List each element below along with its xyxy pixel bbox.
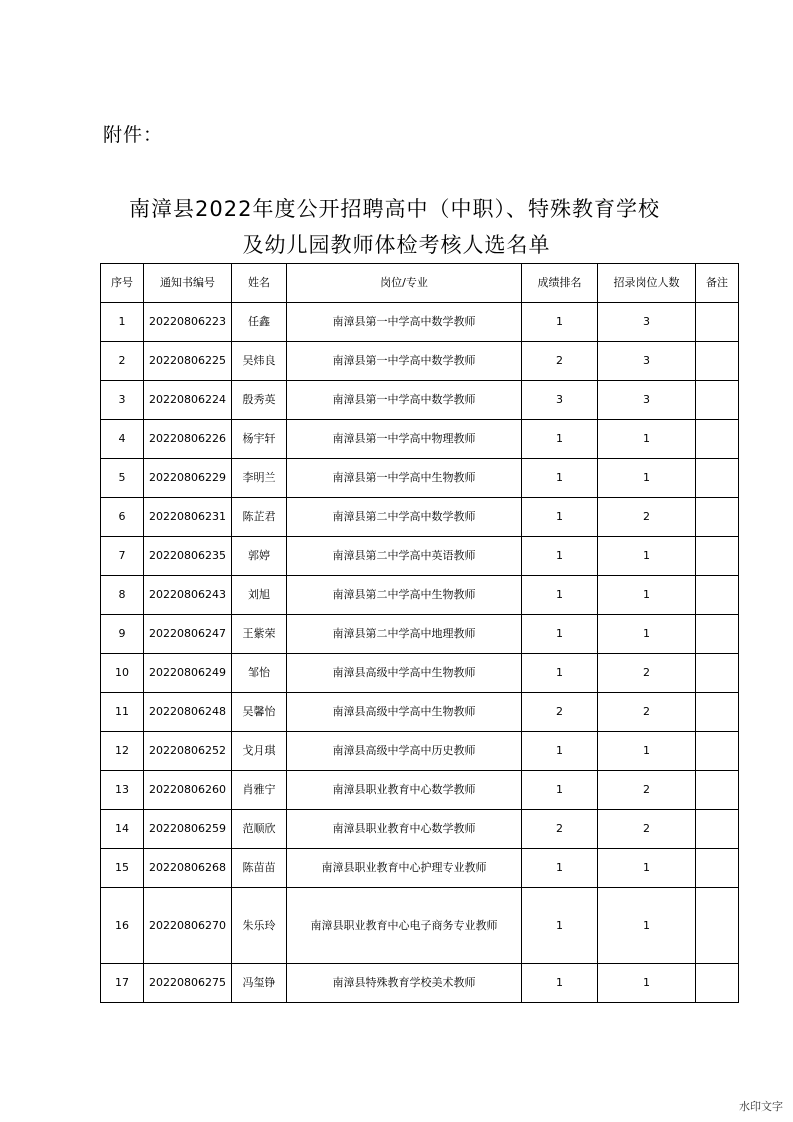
cell-position: 南漳县特殊教育学校美术教师 <box>287 964 522 1003</box>
cell-rank: 1 <box>522 498 598 537</box>
cell-index: 4 <box>101 420 144 459</box>
table-row <box>101 342 739 381</box>
cell-notice-number: 20220806249 <box>144 654 232 693</box>
cell-index: 15 <box>101 849 144 888</box>
cell-name: 杨宇轩 <box>232 420 287 459</box>
header-cell-notice-number: 通知书编号 <box>144 264 232 303</box>
cell-name: 殷秀英 <box>232 381 287 420</box>
cell-index: 14 <box>101 810 144 849</box>
cell-openings: 1 <box>598 849 696 888</box>
cell-openings: 1 <box>598 615 696 654</box>
cell-remarks <box>696 964 739 1003</box>
cell-position: 南漳县高级中学高中生物教师 <box>287 654 522 693</box>
cell-notice-number: 20220806270 <box>144 888 232 964</box>
cell-rank: 1 <box>522 964 598 1003</box>
table-header-row <box>101 264 739 303</box>
document-title-line-1: 南漳县2022年度公开招聘高中（中职）、特殊教育学校 <box>129 197 660 221</box>
cell-openings: 3 <box>598 303 696 342</box>
cell-remarks <box>696 459 739 498</box>
cell-position: 南漳县高级中学高中历史教师 <box>287 732 522 771</box>
table-row <box>101 888 739 964</box>
cell-remarks <box>696 303 739 342</box>
cell-rank: 1 <box>522 537 598 576</box>
cell-remarks <box>696 810 739 849</box>
cell-rank: 1 <box>522 888 598 964</box>
cell-openings: 1 <box>598 576 696 615</box>
cell-index: 1 <box>101 303 144 342</box>
cell-position: 南漳县第一中学高中生物教师 <box>287 459 522 498</box>
watermark: 水印文字 <box>739 1100 783 1113</box>
cell-notice-number: 20220806224 <box>144 381 232 420</box>
cell-openings: 3 <box>598 342 696 381</box>
cell-name: 任鑫 <box>232 303 287 342</box>
cell-position: 南漳县第一中学高中物理教师 <box>287 420 522 459</box>
cell-remarks <box>696 732 739 771</box>
cell-openings: 2 <box>598 693 696 732</box>
cell-remarks <box>696 849 739 888</box>
cell-rank: 1 <box>522 654 598 693</box>
cell-notice-number: 20220806243 <box>144 576 232 615</box>
table-row <box>101 964 739 1003</box>
document-title-line-2: 及幼儿园教师体检考核人选名单 <box>242 233 551 257</box>
cell-openings: 1 <box>598 537 696 576</box>
header-cell-index: 序号 <box>101 264 144 303</box>
cell-position: 南漳县职业教育中心数学教师 <box>287 771 522 810</box>
header-cell-position: 岗位/专业 <box>287 264 522 303</box>
cell-remarks <box>696 537 739 576</box>
table-row <box>101 420 739 459</box>
cell-rank: 1 <box>522 615 598 654</box>
cell-name: 冯玺铮 <box>232 964 287 1003</box>
cell-openings: 2 <box>598 654 696 693</box>
cell-index: 2 <box>101 342 144 381</box>
table-row <box>101 732 739 771</box>
table-row <box>101 381 739 420</box>
table-row <box>101 498 739 537</box>
table-row <box>101 459 739 498</box>
cell-position: 南漳县职业教育中心电子商务专业教师 <box>287 888 522 964</box>
cell-position: 南漳县高级中学高中生物教师 <box>287 693 522 732</box>
header-cell-remarks: 备注 <box>696 264 739 303</box>
cell-index: 3 <box>101 381 144 420</box>
cell-remarks <box>696 615 739 654</box>
cell-notice-number: 20220806275 <box>144 964 232 1003</box>
cell-position: 南漳县第二中学高中地理教师 <box>287 615 522 654</box>
cell-rank: 1 <box>522 420 598 459</box>
cell-index: 12 <box>101 732 144 771</box>
table-row <box>101 693 739 732</box>
cell-notice-number: 20220806223 <box>144 303 232 342</box>
cell-notice-number: 20220806231 <box>144 498 232 537</box>
cell-rank: 1 <box>522 849 598 888</box>
table-body <box>101 303 739 1003</box>
cell-index: 9 <box>101 615 144 654</box>
cell-notice-number: 20220806235 <box>144 537 232 576</box>
cell-position: 南漳县职业教育中心数学教师 <box>287 810 522 849</box>
cell-index: 7 <box>101 537 144 576</box>
table-row <box>101 303 739 342</box>
cell-remarks <box>696 576 739 615</box>
cell-remarks <box>696 342 739 381</box>
cell-rank: 1 <box>522 576 598 615</box>
cell-position: 南漳县第一中学高中数学教师 <box>287 303 522 342</box>
cell-openings: 3 <box>598 381 696 420</box>
cell-index: 10 <box>101 654 144 693</box>
cell-name: 邹怡 <box>232 654 287 693</box>
cell-rank: 1 <box>522 459 598 498</box>
cell-openings: 1 <box>598 420 696 459</box>
cell-notice-number: 20220806260 <box>144 771 232 810</box>
cell-position: 南漳县第一中学高中数学教师 <box>287 342 522 381</box>
cell-openings: 1 <box>598 888 696 964</box>
cell-notice-number: 20220806259 <box>144 810 232 849</box>
cell-position: 南漳县第二中学高中数学教师 <box>287 498 522 537</box>
cell-rank: 1 <box>522 771 598 810</box>
cell-name: 戈月琪 <box>232 732 287 771</box>
cell-openings: 2 <box>598 771 696 810</box>
cell-name: 陈苗苗 <box>232 849 287 888</box>
cell-rank: 2 <box>522 693 598 732</box>
cell-notice-number: 20220806268 <box>144 849 232 888</box>
cell-name: 李明兰 <box>232 459 287 498</box>
table-row <box>101 654 739 693</box>
cell-name: 朱乐玲 <box>232 888 287 964</box>
table-row <box>101 810 739 849</box>
cell-openings: 1 <box>598 459 696 498</box>
cell-openings: 1 <box>598 732 696 771</box>
cell-rank: 2 <box>522 810 598 849</box>
cell-name: 王紫荣 <box>232 615 287 654</box>
cell-index: 11 <box>101 693 144 732</box>
cell-openings: 2 <box>598 810 696 849</box>
cell-index: 13 <box>101 771 144 810</box>
cell-openings: 2 <box>598 498 696 537</box>
cell-notice-number: 20220806225 <box>144 342 232 381</box>
table-row <box>101 771 739 810</box>
cell-notice-number: 20220806226 <box>144 420 232 459</box>
table-row <box>101 576 739 615</box>
cell-position: 南漳县职业教育中心护理专业教师 <box>287 849 522 888</box>
header-cell-rank: 成绩排名 <box>522 264 598 303</box>
cell-remarks <box>696 420 739 459</box>
cell-index: 6 <box>101 498 144 537</box>
cell-rank: 3 <box>522 381 598 420</box>
cell-name: 陈芷君 <box>232 498 287 537</box>
cell-name: 刘旭 <box>232 576 287 615</box>
candidate-table <box>100 263 739 1003</box>
cell-position: 南漳县第二中学高中生物教师 <box>287 576 522 615</box>
header-cell-openings: 招录岗位人数 <box>598 264 696 303</box>
cell-name: 范顺欣 <box>232 810 287 849</box>
cell-rank: 1 <box>522 732 598 771</box>
cell-openings: 1 <box>598 964 696 1003</box>
cell-remarks <box>696 771 739 810</box>
cell-name: 郭婷 <box>232 537 287 576</box>
cell-notice-number: 20220806247 <box>144 615 232 654</box>
cell-remarks <box>696 693 739 732</box>
cell-name: 吴炜良 <box>232 342 287 381</box>
cell-position: 南漳县第一中学高中数学教师 <box>287 381 522 420</box>
cell-index: 16 <box>101 888 144 964</box>
table-row <box>101 537 739 576</box>
cell-notice-number: 20220806248 <box>144 693 232 732</box>
cell-name: 吴馨怡 <box>232 693 287 732</box>
cell-remarks <box>696 498 739 537</box>
cell-remarks <box>696 654 739 693</box>
table-row <box>101 615 739 654</box>
cell-remarks <box>696 381 739 420</box>
cell-index: 17 <box>101 964 144 1003</box>
header-cell-name: 姓名 <box>232 264 287 303</box>
cell-index: 8 <box>101 576 144 615</box>
cell-index: 5 <box>101 459 144 498</box>
cell-notice-number: 20220806229 <box>144 459 232 498</box>
table-row <box>101 849 739 888</box>
cell-rank: 2 <box>522 342 598 381</box>
cell-name: 肖雅宁 <box>232 771 287 810</box>
cell-position: 南漳县第二中学高中英语教师 <box>287 537 522 576</box>
attachment-label: 附件： <box>103 124 164 146</box>
cell-remarks <box>696 888 739 964</box>
cell-rank: 1 <box>522 303 598 342</box>
cell-notice-number: 20220806252 <box>144 732 232 771</box>
